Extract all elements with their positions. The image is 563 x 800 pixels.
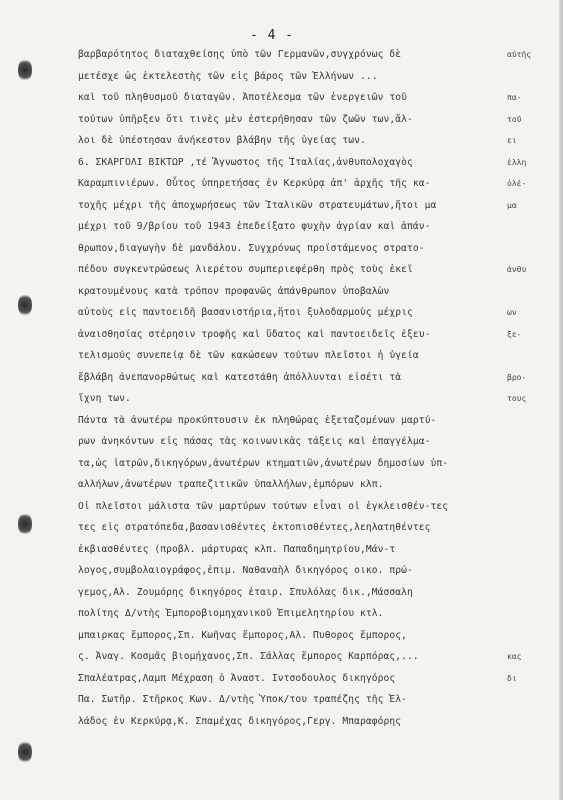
text-line: τελισμούς συνεπείᾳ δὲ τῶν κακώσεων τούτων πλεῖστοι ἡ ὑγεία	[78, 350, 419, 361]
text-line: ἔβλάβη ἀνεπανορθώτως καὶ κατεστάθη ἀπόλλυνται εἰσέτι τὰ	[78, 371, 402, 383]
margin-fragment: ὀλέ-	[507, 179, 527, 188]
text-line: ς. Ἀναγ. Κοσμᾶς βιομήχανος,Σπ. Σάλλας ἔμπορος Καρπόρας,...	[78, 651, 419, 662]
margin-fragment: ἐλλη	[507, 157, 527, 167]
text-line: κρατουμένους κατὰ τρόπον προφανῶς ἀπάνθρωπον ὑποβαλὼν	[78, 285, 390, 297]
text-line: Οἱ πλεῖστοι μάλιστα τῶν μαρτύρων τούτων εἶναι οἱ ἐγκλεισθέν-τες	[78, 500, 449, 512]
text-line: λάδος ἐν Κερκύρᾳ,Κ. Σπαμέχας δικηγόρος,Γεργ. Μπαραφόρης	[78, 715, 402, 727]
text-line: αλλήλων,ἀνωτέρων τραπεζιτικῶν ὑπαλλήλων,ἐμπόρων κλπ.	[78, 479, 384, 490]
text-line: λοι δὲ ὑπέστησαν ἀνήκεστον βλάβην τῆς ὑγείας των.	[78, 135, 366, 146]
margin-fragment	[507, 66, 561, 88]
margin-fragment	[507, 345, 561, 367]
text-line: τες εἰς στρατόπεδα,βασανισθέντες ἐκτοπισθέντες,λεηλατηθέντες	[78, 522, 431, 533]
margin-fragment	[507, 603, 561, 625]
margin-fragment: ων	[507, 308, 517, 317]
margin-fragment	[507, 711, 561, 733]
margin-fragment	[507, 539, 561, 561]
margin-fragment: αὐτῆς	[507, 50, 532, 59]
text-line: πέδου συγκεντρώσεως λιερέτου συμπεριεφέρθη πρὸς τοὺς ἐκεῖ	[78, 264, 413, 275]
margin-fragment	[507, 689, 561, 711]
margin-fragment: τους	[507, 394, 527, 403]
margin-fragment: ἀνθυ	[507, 265, 527, 274]
margin-fragment: δι	[507, 673, 517, 683]
scan-edge	[559, 0, 563, 800]
margin-fragment	[507, 474, 561, 496]
text-line: αὐτοὺς εἰς παντοειδῆ βασανιστήρια,ἤτοι ξυλοδαρμοὺς μέχρις	[78, 307, 413, 318]
text-line: τα,ὡς ἰατρῶν,δικηγόρων,ἀνωτέρων κτηματιῶν,ἀνωτέρων δημοσίων ὑπ-	[78, 457, 449, 469]
text-line: μέχρι τοῦ 9/βρίου τοῦ 1943 ἐπεδείξατο φυχὴν ἀγρίαν καὶ ἀπάν-	[78, 221, 431, 232]
margin-fragment: τοῦ	[507, 114, 522, 124]
margin-fragment	[507, 410, 561, 432]
text-line: ἴχνη των.	[78, 393, 131, 404]
text-line: Σπαλέατρας,Λαμπ Μέχραση ὁ Ἀναστ. Ιντσοδουλος δικηγόρος	[78, 672, 396, 684]
margin-fragment	[507, 517, 561, 539]
text-line: θρωπον,διαγωγὴν δὲ μανδάλου. Συγχρόνως προϊστάμενος στρατο-	[78, 242, 425, 254]
text-line: γεμος,Αλ. Ζουμόρης δικηγόρος ἐταιρ. Σπυλόλας δικ.,Μάσσαλη	[78, 586, 413, 598]
margin-fragment	[507, 560, 561, 582]
text-line: ἀναισθησίας στέρησιν τροφῆς καὶ ὕδατος καὶ παντοειδεῖς ἐξευ-	[78, 328, 431, 340]
text-line: μπαιρκας ἔμπορος,Σπ. Κωῆνας ἔμπορος,Αλ. Πυθορος ἔμπορος,	[78, 629, 408, 641]
text-line: ἐκβιασθέντες (προβλ. μάρτυρας κλπ. Παπαδημητρίου,Μάν-τ	[78, 543, 396, 555]
punch-hole	[18, 293, 32, 317]
page-number: - 4 -	[250, 28, 295, 43]
margin-fragment: βρο-	[507, 372, 527, 382]
margin-fragment: κας	[507, 652, 522, 661]
punch-hole	[18, 740, 32, 764]
text-line: βαρβαρότητος διαταχθείσης ὑπὸ τῶν Γερμανῶν,συγχρόνως δὲ	[78, 49, 402, 60]
text-line: 6. ΣΚΑΡΓΟΛΙ ΒΙΚΤΩΡ ,τέ Ἄγνωστος τῆς Ἰταλίας,ἀνθυπολοχαγὸς	[78, 156, 413, 168]
margin-fragment	[507, 453, 561, 475]
text-line: καὶ τοῦ πληθυσμοῦ διαταγῶν. Ἀποτέλεσμα τῶν ἐνεργειῶν τοῦ	[78, 92, 408, 103]
text-line: λογος,συμβολαιογράφος,ἐπιμ. Ναθαναὴλ δικηγόρος οικο. πρώ-	[78, 565, 413, 576]
text-line: μετέσχε ὡς ἐκτελεστὴς τῶν εἰς βάρος τῶν Ἑλλήνων ...	[78, 70, 378, 82]
margin-fragment	[507, 431, 561, 453]
margin-fragment	[507, 216, 561, 238]
margin-fragment	[507, 496, 561, 518]
text-line: τοχῆς μέχρι τῆς ἀποχωρήσεως τῶν Ἰταλικῶν στρατευμάτων,ἤτοι μα	[78, 199, 437, 211]
margin-fragment: μα	[507, 200, 517, 210]
margin-fragment	[507, 238, 561, 260]
body-text	[78, 44, 508, 732]
text-line: ρων ἀνηκόντων εἰς πάσας τὰς κοινωνικὰς τάξεις καὶ ἐπαγγέλμα-	[78, 436, 431, 447]
margin-fragment: ει	[507, 136, 517, 145]
text-line: Πάντα τὰ ἀνωτέρω προκύπτουσιν ἐκ πληθώρας ἐξεταζομένων μαρτύ-	[78, 414, 437, 426]
right-margin-fragments	[507, 44, 561, 732]
text-line: τούτων ὑπῆρξεν ὅτι τινὲς μὲν ἐστερήθησαν τῶν ζωῶν των,ἄλ-	[78, 113, 413, 125]
margin-fragment	[507, 625, 561, 647]
margin-fragment	[507, 281, 561, 303]
punch-hole	[18, 58, 32, 82]
text-line: πολίτης Δ/ντὴς Ἐμποροβιομηχανικοῦ Ἐπιμελητηρίου κτλ.	[78, 608, 384, 619]
margin-fragment: ξε-	[507, 329, 522, 339]
text-line: Καραμπινιέρων. Οὗτος ὑπηρετήσας ἐν Κερκύρᾳ ἀπ' ἀρχῆς τῆς κα-	[78, 178, 431, 189]
margin-fragment: πα-	[507, 93, 522, 102]
text-line: Πα. Σωτῆρ. Στῆρκος Κων. Δ/ντὴς Ὑποκ/του τραπέζης τῆς Ἑλ-	[78, 694, 408, 705]
margin-fragment	[507, 582, 561, 604]
punch-hole	[18, 512, 32, 536]
